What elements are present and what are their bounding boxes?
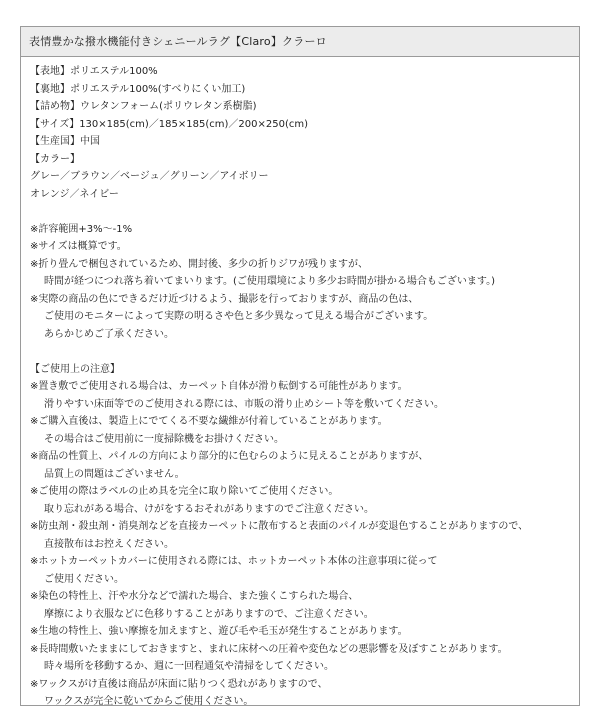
section-gap	[30, 343, 579, 361]
caution-item-cont: 直接散布はお控えください。	[30, 536, 579, 554]
caution-item: ※長時間敷いたままにしておきますと、まれに床材への圧着や変色などの悪影響を及ぼすことがあります。	[30, 641, 579, 659]
note-folding: ※折り畳んで梱包されているため、開封後、多少の折りジワが残りますが、	[30, 256, 579, 274]
caution-item: ※防虫剤・殺虫剤・消臭剤などを直接カーペットに散布すると表面のパイルが変退色することがありますので、	[30, 518, 579, 536]
caution-item-cont: 滑りやすい床面等でのご使用される際には、市販の滑り止めシート等を敷いてください。	[30, 396, 579, 414]
spec-colors-line1: グレー／ブラウン／ベージュ／グリーン／アイボリー	[30, 168, 579, 186]
spec-colors-line2: オレンジ／ネイビー	[30, 186, 579, 204]
notes-section	[30, 221, 579, 344]
caution-heading: 【ご使用上の注意】	[30, 361, 579, 379]
panel-title: 表情豊かな撥水機能付きシェニールラグ【Claro】クラーロ	[21, 27, 579, 57]
caution-item-cont: ワックスが完全に乾いてからご使用ください。	[30, 693, 579, 706]
spec-material-back: 【裏地】ポリエステル100%(すべりにくい加工)	[30, 81, 579, 99]
note-size-approx: ※サイズは概算です。	[30, 238, 579, 256]
caution-item: ※置き敷でご使用される場合は、カーペット自体が滑り転倒する可能性があります。	[30, 378, 579, 396]
caution-item: ※ご購入直後は、製造上にでてくる不要な繊維が付着していることがあります。	[30, 413, 579, 431]
spec-section	[30, 63, 579, 203]
panel-body	[21, 57, 579, 706]
caution-item-cont: 摩擦により衣服などに色移りすることがありますので、ご注意ください。	[30, 606, 579, 624]
caution-item-cont: その場合はご使用前に一度掃除機をお掛けください。	[30, 431, 579, 449]
spec-size: 【サイズ】130×185(cm)／185×185(cm)／200×250(cm)	[30, 116, 579, 134]
caution-item-cont: 品質上の問題はございません。	[30, 466, 579, 484]
caution-item: ※ご使用の際はラベルの止め具を完全に取り除いてご使用ください。	[30, 483, 579, 501]
caution-item: ※生地の特性上、強い摩擦を加えますと、遊び毛や毛玉が発生することがあります。	[30, 623, 579, 641]
spec-color-heading: 【カラー】	[30, 151, 579, 169]
caution-item: ※ホットカーペットカバーに使用される際には、ホットカーペット本体の注意事項に従って	[30, 553, 579, 571]
caution-item-cont: 時々場所を移動するか、週に一回程通気や清掃をしてください。	[30, 658, 579, 676]
product-info-panel	[20, 26, 580, 706]
spec-material-face: 【表地】ポリエステル100%	[30, 63, 579, 81]
caution-item: ※商品の性質上、パイルの方向により部分的に色むらのように見えることがありますが、	[30, 448, 579, 466]
note-folding-cont: 時間が経つにつれ落ち着いてまいります。(ご使用環境により多少お時間が掛かる場合もございます。)	[30, 273, 579, 291]
note-color-cont2: あらかじめご了承ください。	[30, 326, 579, 344]
note-tolerance: ※許容範囲+3%～-1%	[30, 221, 579, 239]
caution-item-cont: ご使用ください。	[30, 571, 579, 589]
caution-item: ※ワックスがけ直後は商品が床面に貼りつく恐れがありますので、	[30, 676, 579, 694]
note-color-cont1: ご使用のモニターによって実際の明るさや色と多少異なって見える場合がございます。	[30, 308, 579, 326]
section-gap	[30, 203, 579, 221]
caution-section	[30, 361, 579, 706]
caution-item: ※染色の特性上、汗や水分などで濡れた場合、また強くこすられた場合、	[30, 588, 579, 606]
spec-origin: 【生産国】中国	[30, 133, 579, 151]
caution-item-cont: 取り忘れがある場合、けがをするおそれがありますのでご注意ください。	[30, 501, 579, 519]
note-color: ※実際の商品の色にできるだけ近づけるよう、撮影を行っておりますが、商品の色は、	[30, 291, 579, 309]
spec-filling: 【詰め物】ウレタンフォーム(ポリウレタン系樹脂)	[30, 98, 579, 116]
